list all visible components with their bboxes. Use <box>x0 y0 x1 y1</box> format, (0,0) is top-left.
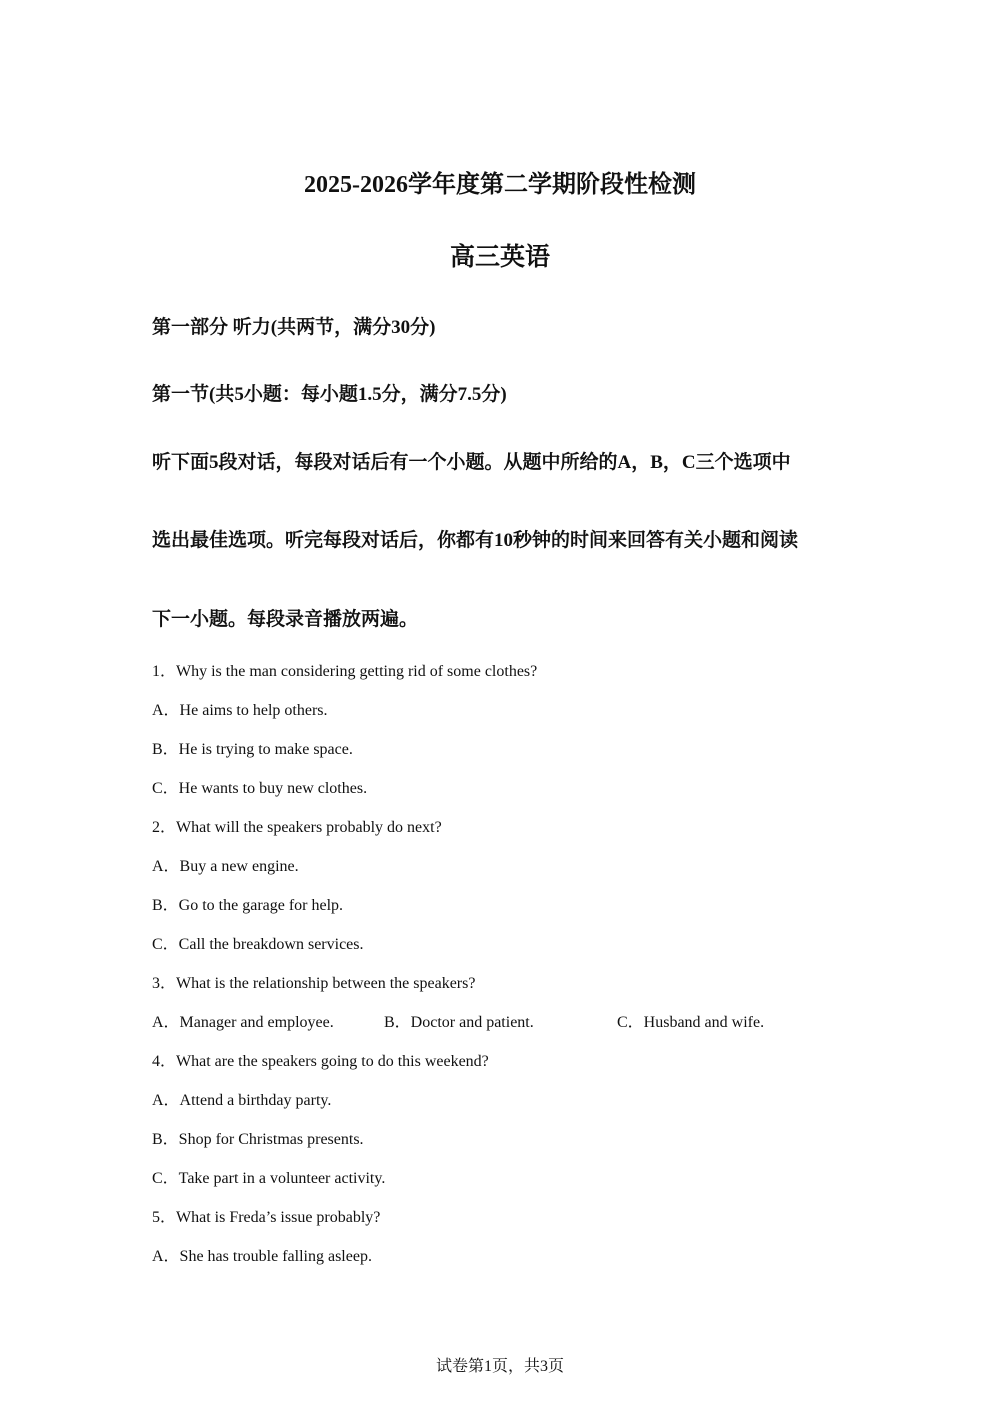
instructions-line-2: 选出最佳选项。听完每段对话后，你都有10秒钟的时间来回答有关小题和阅读 <box>152 530 799 551</box>
question-1-option-a: A．He aims to help others. <box>152 702 328 719</box>
question-1-option-c: C．He wants to buy new clothes. <box>152 780 368 797</box>
part-heading: 第一部分 听力(共两节，满分30分) <box>152 317 436 338</box>
question-2-option-a: A．Buy a new engine. <box>152 858 299 875</box>
question-4-stem: 4．What are the speakers going to do this weekend? <box>152 1053 489 1070</box>
question-1-option-b: B．He is trying to make space. <box>152 741 353 758</box>
question-3-option-c: C．Husband and wife. <box>617 1014 765 1031</box>
question-3-option-b: B．Doctor and patient. <box>384 1014 534 1031</box>
instructions-line-3: 下一小题。每段录音播放两遍。 <box>152 609 419 630</box>
question-4-option-a: A．Attend a birthday party. <box>152 1092 332 1109</box>
question-2-option-c: C．Call the breakdown services. <box>152 936 364 953</box>
question-5-option-a: A．She has trouble falling asleep. <box>152 1248 372 1265</box>
question-2-stem: 2．What will the speakers probably do next? <box>152 819 442 836</box>
instructions-line-1: 听下面5段对话，每段对话后有一个小题。从题中所给的A，B，C三个选项中 <box>152 452 791 473</box>
exam-title: 2025-2026学年度第二学期阶段性检测 <box>304 172 696 198</box>
page-footer: 试卷第1页，共3页 <box>435 1358 564 1375</box>
question-5-stem: 5．What is Freda’s issue probably? <box>152 1209 381 1226</box>
section-heading: 第一节(共5小题：每小题1.5分，满分7.5分) <box>152 384 507 405</box>
question-3-option-a: A．Manager and employee. <box>152 1014 334 1031</box>
exam-subtitle: 高三英语 <box>449 244 550 271</box>
question-2-option-b: B．Go to the garage for help. <box>152 897 344 914</box>
question-1-stem: 1．Why is the man considering getting rid of some clothes? <box>152 663 538 680</box>
question-4-option-b: B．Shop for Christmas presents. <box>152 1131 364 1148</box>
question-4-option-c: C．Take part in a volunteer activity. <box>152 1170 386 1187</box>
question-3-stem: 3．What is the relationship between the speakers? <box>152 975 476 992</box>
